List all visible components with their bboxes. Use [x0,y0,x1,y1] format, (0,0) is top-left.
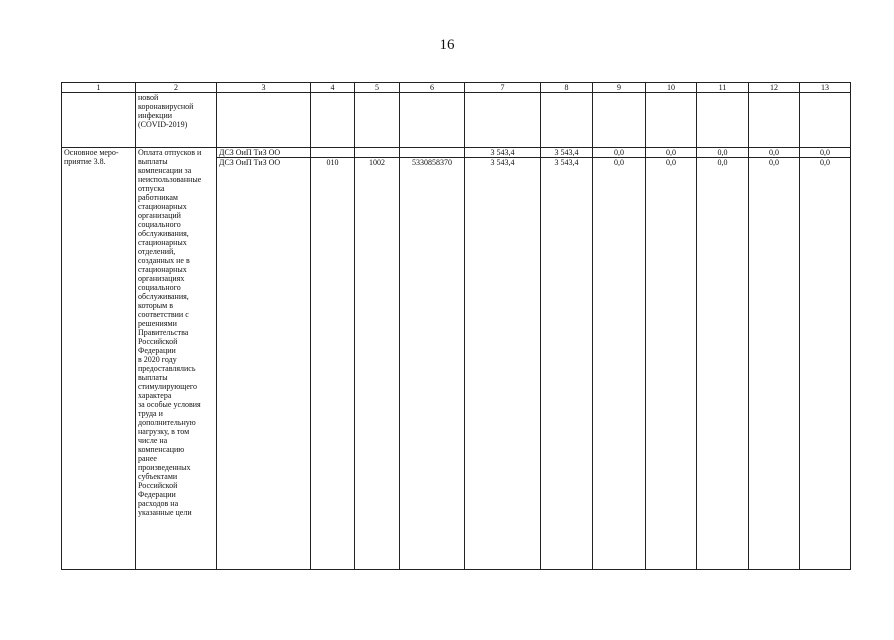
column-number: 10 [646,83,697,93]
table-cell [62,93,136,148]
table-row [62,148,851,158]
column-number: 2 [136,83,217,93]
table-cell: 010 [311,158,355,570]
table-cell [355,148,400,158]
table-cell: 0,0 [749,158,800,570]
table-cell [646,93,697,148]
table-cell [749,93,800,148]
table-cell: 0,0 [749,148,800,158]
page-number: 16 [439,37,455,53]
table-cell: 3 543,4 [465,148,541,158]
table-cell: 1002 [355,158,400,570]
table-cell: 3 543,4 [541,148,593,158]
table-cell [541,93,593,148]
column-number-row [62,83,851,93]
table-cell [217,93,311,148]
table-cell: ДСЗ ОиП ТиЗ ОО [217,158,311,570]
table-cell: 0,0 [800,158,851,570]
column-number: 6 [400,83,465,93]
table-row [62,93,851,148]
table-cell [465,93,541,148]
table-cell: 0,0 [646,158,697,570]
table-cell [400,148,465,158]
measure-name: Основное меро- приятие 3.8. [62,148,136,570]
table-cell: новой коронавирусной инфекции (COVID-2019) [136,93,217,148]
table-cell: 3 543,4 [541,158,593,570]
table-cell [311,93,355,148]
budget-table [61,82,851,570]
column-number: 4 [311,83,355,93]
table-cell [355,93,400,148]
table-cell [800,93,851,148]
column-number: 8 [541,83,593,93]
table-cell [697,93,749,148]
column-number: 9 [593,83,646,93]
table-cell: 5330858370 [400,158,465,570]
column-number: 11 [697,83,749,93]
table-cell: 0,0 [697,148,749,158]
table-cell: ДСЗ ОиП ТиЗ ОО [217,148,311,158]
column-number: 13 [800,83,851,93]
table-cell: 0,0 [800,148,851,158]
measure-description: Оплата отпусков и выплаты компенсации за неиспользованные отпуска работникам стационарных организаций социального обслуживания, стационарных отделений, созданных не в стационарных организациях социального обслуживания, которым в соответствии с решениями Правительства Российской Федерации в 2020 году предоставлялись выплаты стимулирующего характера за особые условия труда и дополнительную нагрузку, в том числе на компенсацию ранее произведенных субъектами Российской Федерации расходов на указанные цели [136,148,217,570]
table-cell: 3 543,4 [465,158,541,570]
table-cell: 0,0 [593,148,646,158]
column-number: 12 [749,83,800,93]
column-number: 3 [217,83,311,93]
table-cell: 0,0 [646,148,697,158]
table-cell [593,93,646,148]
table-cell [311,148,355,158]
table-cell: 0,0 [697,158,749,570]
table-cell: 0,0 [593,158,646,570]
column-number: 5 [355,83,400,93]
table-cell [400,93,465,148]
column-number: 1 [62,83,136,93]
column-number: 7 [465,83,541,93]
